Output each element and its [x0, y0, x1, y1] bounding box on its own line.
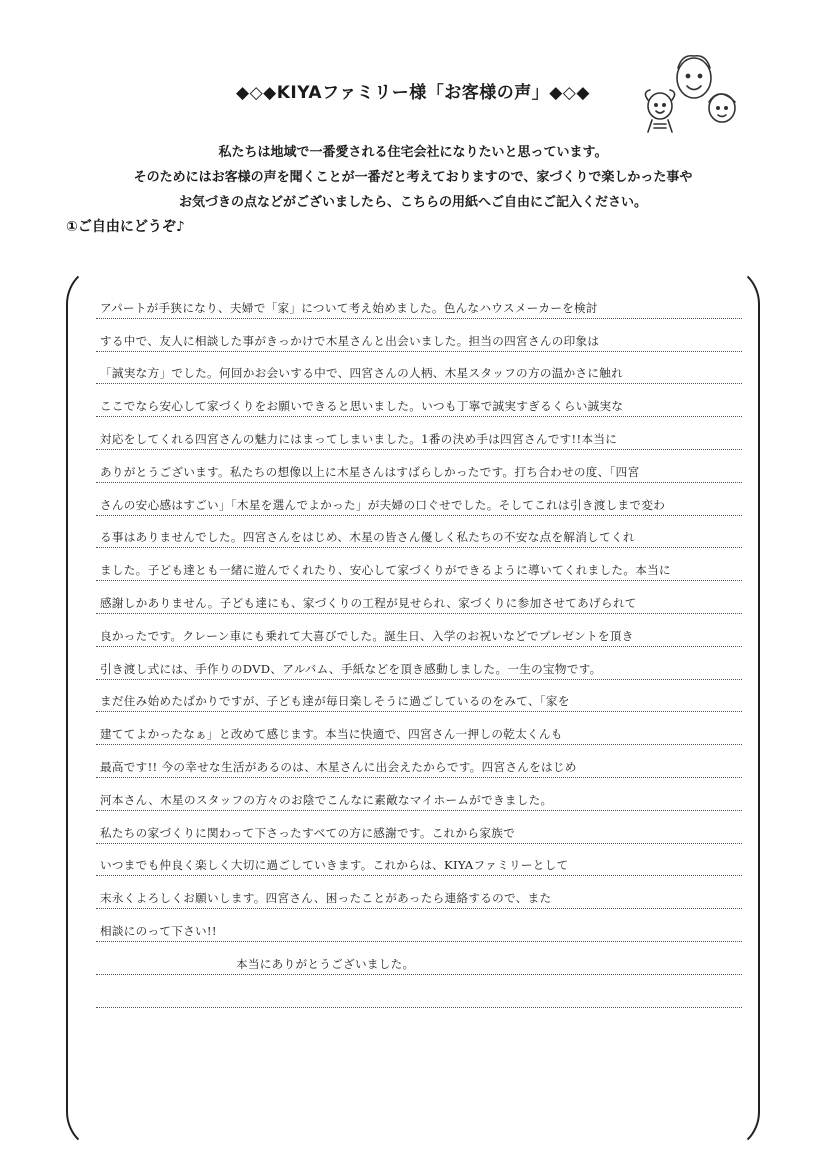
message-text: ました。子ども達とも一緒に遊んでくれたり、安心して家づくりができるように導いてくれました。本当に — [100, 563, 671, 578]
message-text: ありがとうございます。私たちの想像以上に木星さんはすばらしかったです。打ち合わせの度、「四宮 — [100, 464, 640, 479]
message-line — [96, 680, 742, 713]
message-text: 感謝しかありません。子ども達にも、家づくりの工程が見せられ、家づくりに参加させてあげられて — [100, 595, 637, 610]
intro-line: そのためにはお客様の声を聞くことが一番だと考えておりますので、家づくりで楽しかった事や — [133, 170, 693, 185]
message-line — [96, 778, 742, 811]
message-line — [96, 811, 742, 844]
message-text: 引き渡し式には、手作りのDVD、アルバム、手紙などを頂き感動しました。一生の宝物です。 — [100, 661, 602, 676]
message-line — [96, 581, 742, 614]
family-illustration-icon — [632, 48, 742, 136]
message-line — [96, 975, 742, 1008]
page-title: ◆◇◆KIYAファミリー様「お客様の声」◆◇◆ — [236, 83, 590, 103]
message-line — [96, 647, 742, 680]
message-line — [96, 319, 742, 352]
message-text: 対応をしてくれる四宮さんの魅力にはまってしまいました。1番の決め手は四宮さんです!!本当に — [100, 431, 618, 446]
message-line — [96, 417, 742, 450]
message-line — [96, 614, 742, 647]
intro-line: お気づきの点などがございましたら、こちらの用紙へご自由にご記入ください。 — [178, 195, 647, 210]
message-line — [96, 844, 742, 877]
message-text: さんの安心感はすごい」「木星を選んでよかった」が夫婦の口ぐせでした。そしてこれは引き渡しまで変わ — [100, 497, 666, 512]
handwritten-message — [96, 286, 742, 1008]
message-text: 相談にのって下さい!! — [100, 923, 217, 938]
message-text: 最高です!! 今の幸せな生活があるのは、木星さんに出会えたからです。四宮さんをはじめ — [100, 759, 577, 774]
message-line — [96, 548, 742, 581]
message-text: いつまでも仲良く楽しく大切に過ごしていきます。これからは、KIYAファミリーとして — [100, 858, 569, 873]
message-line — [96, 909, 742, 942]
message-text: する中で、友人に相談した事がきっかけで木星さんと出会いました。担当の四宮さんの印象は — [100, 333, 600, 348]
message-line — [96, 712, 742, 745]
message-line — [96, 516, 742, 549]
intro-text — [0, 140, 826, 215]
message-text: 私たちの家づくりに関わって下さったすべての方に感謝です。これから家族で — [100, 825, 516, 840]
message-line — [96, 483, 742, 516]
message-text: アパートが手狭になり、夫婦で「家」について考え始めました。色んなハウスメーカーを検討 — [100, 300, 598, 315]
message-line — [96, 384, 742, 417]
message-text: 河本さん、木星のスタッフの方々のお陰でこんなに素敵なマイホームができました。 — [100, 792, 553, 807]
message-text: 良かったです。クレーン車にも乗れて大喜びでした。誕生日、入学のお祝いなどでプレゼントを頂き — [100, 628, 634, 643]
message-text: まだ住み始めたばかりですが、子ども達が毎日楽しそうに過ごしているのをみて、「家を — [100, 694, 570, 709]
message-text: 「誠実な方」でした。何回かお会いする中で、四宮さんの人柄、木星スタッフの方の温かさに触れ — [100, 366, 624, 381]
message-line — [96, 745, 742, 778]
message-text: 建ててよかったなぁ」と改めて感じます。本当に快適で、四宮さん一押しの乾太くんも — [100, 727, 563, 742]
message-text: 末永くよろしくお願いします。四宮さん、困ったことがあったら連絡するので、また — [100, 891, 552, 906]
message-line — [96, 450, 742, 483]
message-text: る事はありませんでした。四宮さんをはじめ、木星の皆さん優しく私たちの不安な点を解消してくれ — [100, 530, 635, 545]
message-line — [96, 352, 742, 385]
message-line — [96, 286, 742, 319]
message-text: 本当にありがとうございました。 — [236, 956, 415, 971]
message-text: ここでなら安心して家づくりをお願いできると思いました。いつも丁寧で誠実すぎるくらい誠実な — [100, 399, 624, 414]
message-line — [96, 942, 742, 975]
section-label: ①ご自由にどうぞ♪ — [66, 219, 185, 235]
message-line — [96, 876, 742, 909]
intro-line: 私たちは地域で一番愛される住宅会社になりたいと思っています。 — [218, 145, 608, 160]
